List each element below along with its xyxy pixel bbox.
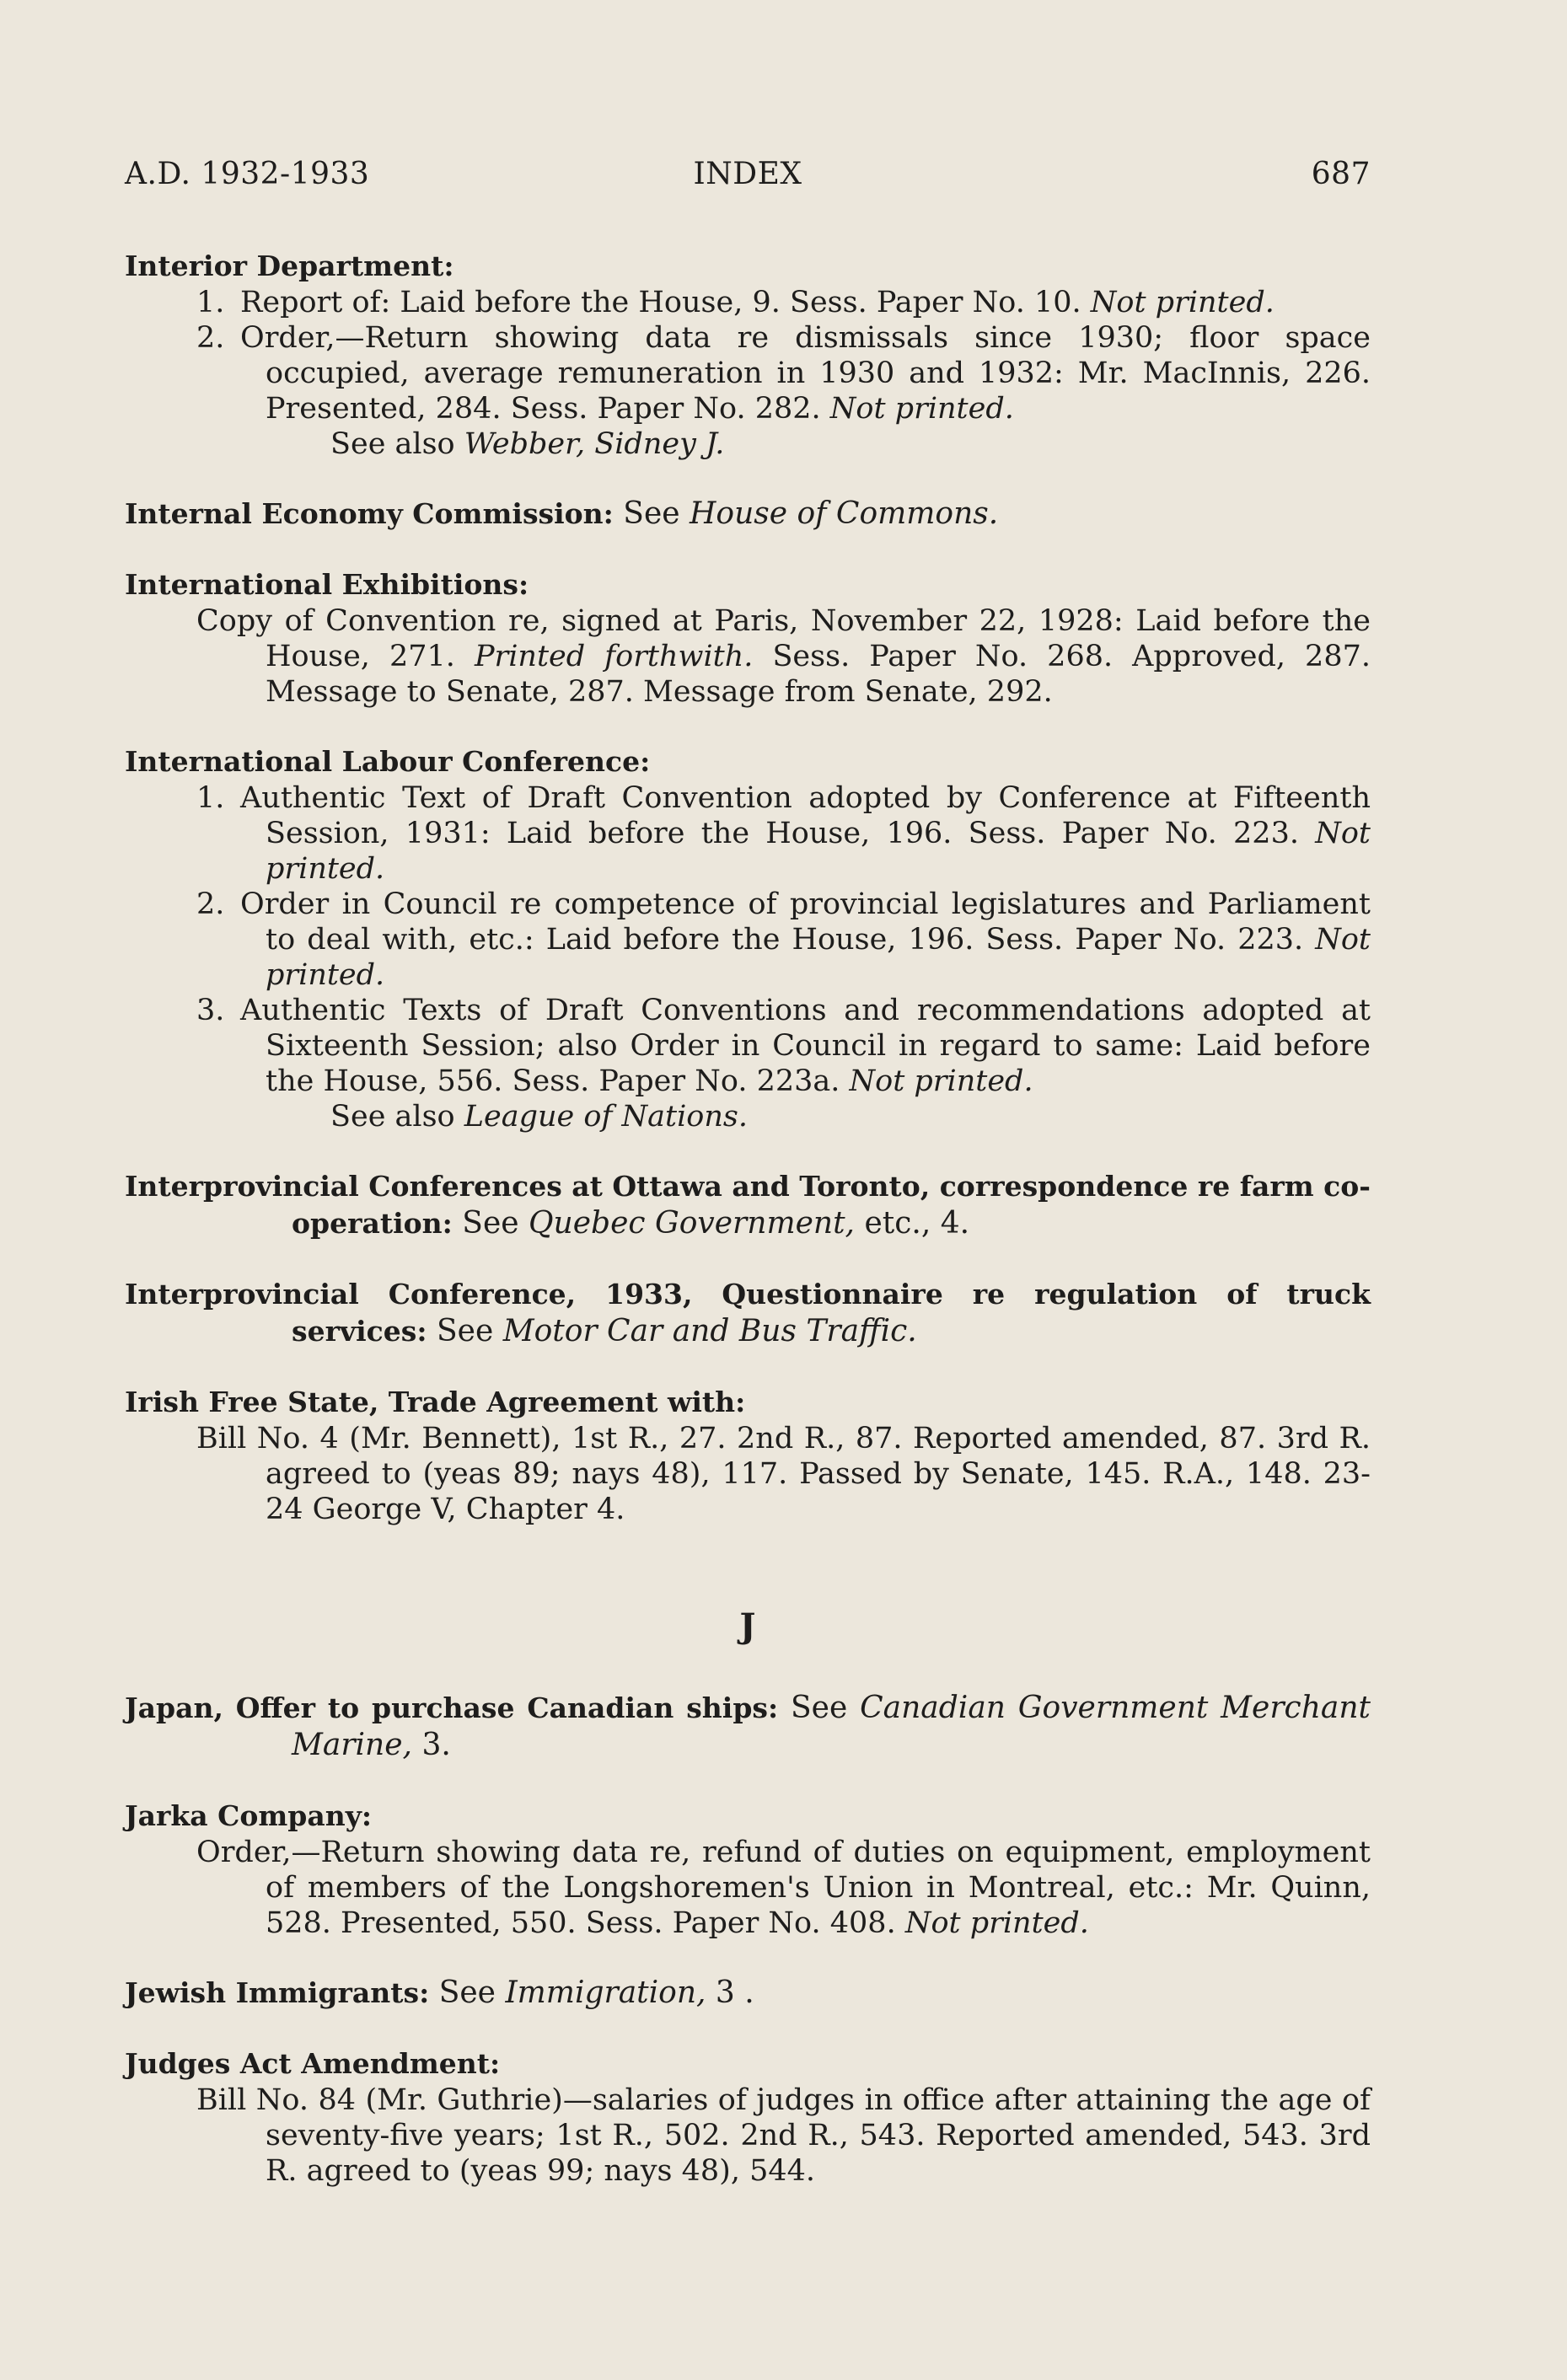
item-status: Printed forthwith. [474, 640, 754, 673]
index-entry [125, 496, 1371, 533]
entry-heading-text: Interprovincial Conference, 1933, Questionnaire re regulation of truck services: [125, 1278, 1371, 1348]
entry-item [125, 887, 1371, 993]
item-number: 2. [196, 887, 225, 921]
entry-heading [125, 1798, 1371, 1835]
entry-heading-text: Jarka Company: [125, 1799, 373, 1832]
cross-reference-prefix: See [462, 1206, 519, 1241]
cross-reference-target: Canadian Government Merchant Marine, [292, 1691, 1371, 1762]
cross-reference-prefix: See [436, 1314, 494, 1348]
item-number: 3. [196, 994, 225, 1027]
index-entry [125, 743, 1371, 1134]
item-status: Not printed. [904, 1906, 1089, 1940]
entry-heading-text: International Exhibitions: [125, 568, 529, 601]
cross-reference-prefix: See [438, 1975, 496, 2010]
entry-heading [125, 2045, 1371, 2082]
item-tail: Sess. Paper No. 268. Approved, 287. Message to Senate, 287. Message from Senate, 292. [266, 640, 1371, 709]
entry-heading-text: Judges Act Amendment: [125, 2047, 501, 2080]
entry-item [125, 2082, 1371, 2189]
entry-heading [125, 1690, 1371, 1764]
see-also-prefix: See also [330, 427, 455, 461]
see-also-target: League of Nations. [464, 1100, 748, 1134]
index-entries-i [125, 248, 1371, 1527]
cross-reference-target: House of Commons. [690, 496, 999, 531]
entry-heading-text: Japan, Offer to purchase Canadian ships: [125, 1691, 779, 1724]
cross-reference-tail: 3. [421, 1728, 451, 1762]
entry-heading [125, 1384, 1371, 1421]
see-also-target: Webber, Sidney J. [464, 427, 725, 461]
entry-item [125, 1835, 1371, 1941]
cross-reference-prefix: See [791, 1691, 848, 1725]
item-text: Authentic Texts of Draft Conventions and recommendations adopted at Sixteenth Session; also Order in Council in regard to same: Laid before the House, 556. Sess. Paper No. 223a. [240, 994, 1371, 1098]
entry-heading [125, 248, 1371, 285]
item-text: Order in Council re competence of provincial legislatures and Parliament to deal with, etc.: Laid before the House, 196. Sess. Paper No. 223. [240, 887, 1371, 957]
index-entry [125, 248, 1371, 462]
entry-heading-text: Irish Free State, Trade Agreement with: [125, 1386, 746, 1418]
entry-heading [125, 1975, 1371, 2012]
cross-reference-tail: 3 . [715, 1975, 754, 2010]
entry-heading [125, 1168, 1371, 1242]
index-page [125, 157, 1371, 2222]
item-text: Authentic Text of Draft Convention adopted by Conference at Fifteenth Session, 1931: Laid before the House, 196. Sess. Paper No. 223. [240, 781, 1371, 850]
cross-reference-target: Quebec Government, [529, 1206, 855, 1241]
index-entry [125, 1384, 1371, 1527]
item-status: Not printed. [829, 392, 1014, 426]
item-number: 1. [196, 781, 225, 815]
header-title: INDEX [693, 157, 802, 191]
header-year: A.D. 1932-1933 [125, 157, 370, 191]
entry-cross-reference [429, 1975, 754, 2010]
running-head [125, 157, 1371, 207]
entry-heading-text: Internal Economy Commission: [125, 497, 614, 530]
item-status: Not printed. [1090, 286, 1275, 319]
entry-cross-reference [427, 1314, 917, 1348]
item-number: 1. [196, 286, 225, 319]
item-text: Bill No. 4 (Mr. Bennett), 1st R., 27. 2nd R., 87. Reported amended, 87. 3rd R. agreed to (yeas 89; nays 48), 117. Passed by Senate, 145. R.A., 148. 23-24 George V, Chapter 4. [196, 1422, 1371, 1526]
item-text: Report of: Laid before the House, 9. Sess. Paper No. 10. [240, 286, 1081, 319]
cross-reference-target: Motor Car and Bus Traffic. [502, 1314, 917, 1348]
index-entry [125, 1798, 1371, 1941]
see-also [125, 426, 1371, 462]
index-entry [125, 566, 1371, 710]
item-number: 2. [196, 321, 225, 355]
entry-heading-text: Interior Department: [125, 249, 454, 282]
index-entry [125, 2045, 1371, 2189]
item-text: Order,—Return showing data re dismissals since 1930; floor space occupied, average remuneration in 1930 and 1932: Mr. MacInnis, 226. Presented, 284. Sess. Paper No. 282. [240, 321, 1371, 426]
index-entry [125, 1975, 1371, 2012]
item-status: Not printed. [849, 1064, 1033, 1098]
index-entries-j [125, 1690, 1371, 2189]
entry-cross-reference [614, 496, 998, 531]
entry-heading-text: International Labour Conference: [125, 745, 651, 778]
section-letter: J [739, 1606, 756, 1646]
entry-heading-text: Jewish Immigrants: [125, 1976, 430, 2009]
entry-item [125, 1421, 1371, 1527]
entry-heading [125, 1276, 1371, 1350]
index-entry [125, 1690, 1371, 1764]
entry-item [125, 993, 1371, 1099]
entry-heading [125, 566, 1371, 603]
entry-heading-text: Interprovincial Conferences at Ottawa and Toronto, correspondence re farm co-operation: [125, 1170, 1371, 1240]
item-status: Not printed. [266, 817, 1371, 886]
index-entry [125, 1168, 1371, 1242]
entry-cross-reference [453, 1206, 969, 1241]
item-status: Not printed. [266, 923, 1371, 992]
entry-item [125, 320, 1371, 426]
see-also-prefix: See also [330, 1100, 455, 1134]
entry-item [125, 603, 1371, 710]
cross-reference-tail: etc., 4. [864, 1206, 970, 1241]
page-number: 687 [1311, 157, 1371, 191]
item-text: Order,—Return showing data re, refund of duties on equipment, employment of members of the Longshoremen's Union in Montreal, etc.: Mr. Quinn, 528. Presented, 550. Sess. Paper No. 408. [196, 1836, 1371, 1940]
entry-item [125, 285, 1371, 320]
index-entry [125, 1276, 1371, 1350]
entry-item [125, 780, 1371, 887]
cross-reference-target: Immigration, [505, 1975, 706, 2010]
cross-reference-prefix: See [623, 496, 680, 531]
entry-heading [125, 496, 1371, 533]
see-also [125, 1099, 1371, 1134]
item-text: Copy of Convention re, signed at Paris, November 22, 1928: Laid before the House, 271. [196, 604, 1371, 673]
item-text: Bill No. 84 (Mr. Guthrie)—salaries of judges in office after attaining the age of seventy-five years; 1st R., 502. 2nd R., 543. Reported amended, 543. 3rd R. agreed to (yeas 99; nays 48), 544. [196, 2083, 1371, 2188]
entry-heading [125, 743, 1371, 780]
